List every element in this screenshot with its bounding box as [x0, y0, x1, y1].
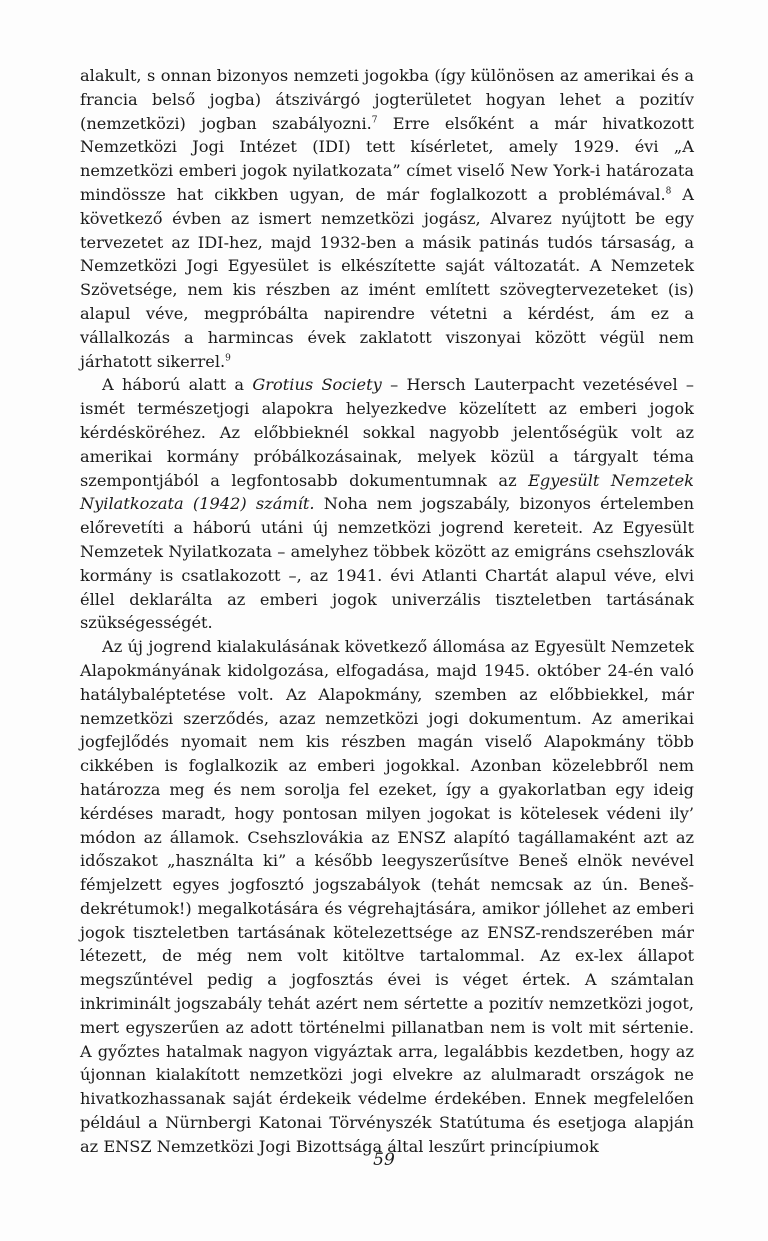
paragraph-3: Az új jogrend kialakulásának következő állomása az Egyesült Nemzetek Alapokmányának kidolgozása, elfogadása, majd 1945. október 24-én való hatálybaléptetése volt. Az Alapokmány, szemben az előbbiekkel, már nemzetközi szerződés, azaz nemzetközi jogi dokumentum. Az amerikai jogfejlődés nyomait nem kis részben magán viselő Alapokmány több cikkében is foglalkozik az emberi jogokkal. Azonban közelebbről nem határozza meg és nem sorolja fel ezeket, így a gyakorlatban egy ideig kérdéses maradt, hogy pontosan milyen jogokat is kötelesek védeni ily’ módon az államok. Csehszlovákia az ENSZ alapító tagállamaként azt az időszakot „használta ki” a később leegyszerűsítve Beneš elnök nevével fémjelzett egyes jogfosztó jogszabályok (tehát nemcsak az ún. Beneš-dekrétumok!) megalkotására és végrehajtására, amikor jóllehet az emberi jogok tiszteletben tartásának kötelezettsége az ENSZ-rendszerében már létezett, de még nem volt kitöltve tartalommal. Az ex-lex állapot megszűntével pedig a jogfosztás évei is véget értek. A számtalan inkriminált jogszabály tehát azért nem sértette a pozitív nemzetközi jogot, mert egyszerűen az adott történelmi pillanatban nem is volt mit sértenie. A győztes hatalmak nagyon vigyáztak arra, legalábbis kezdetben, hogy az újonnan kialakított nemzetközi jogi elvekre az alulmaradt országok ne hivatkozhassanak saját érdekeik védelme érdekében. Ennek megfelelően például a Nürnbergi Katonai Törvényszék Statútuma és esetjoga alapján az ENSZ Nemzetközi Jogi Bizottsága által leszűrt princípiumok: [80, 637, 694, 1156]
paragraph-2: A háború alatt a Grotius Society – Hersch Lauterpacht vezetésével – ismét természetjogi alapokra helyezkedve közelített az emberi jogok kérdésköréhez. Az előbbieknél sokkal nagyobb jelentőségük volt az amerikai kormány próbálkozásainak, melyek közül a tárgyalt téma szempontjából a legfontosabb dokumentumnak az Egyesült Nemzetek Nyilatkozata (1942) számít. Noha nem jogszabály, bizonyos értelemben előrevetíti a háború utáni új nemzetközi jogrend kereteit. Az Egyesült Nemzetek Nyilatkozata – amelyhez többek között az emigráns csehszlovák kormány is csatlakozott –, az 1941. évi Atlanti Chartát alapul véve, elvi éllel deklarálta az emberi jogok univerzális tiszteletben tartásának szükségességét.: [80, 375, 695, 633]
footnote-ref-7[interactable]: 7: [371, 115, 378, 126]
page-body: [80, 64, 694, 1159]
footnote-ref-8[interactable]: 8: [665, 186, 672, 197]
footnote-ref-9[interactable]: 9: [225, 353, 231, 364]
paragraph-1: alakult, s onnan bizonyos nemzeti jogokba (így különösen az amerikai és a francia belső jogba) átszivárgó jogterületet hogyan lehet a pozitív (nemzetközi) jogban szabályozni.$^7$ Erre elsőként a már hivatkozott Nemzetközi Jogi Intézet (IDI) tett kísérletet, amely 1929. évi „A nemzetközi emberi jogok nyilatkozata” címet viselő New York-i határozata mindössze hat cikkben ugyan, de már foglalkozott a problémával.$^8$ A következő évben az ismert nemzetközi jogász, Alvarez nyújtott be egy tervezetet az IDI-hez, majd 1932-ben a másik patinás tudós társaság, a Nemzetközi Jogi Egyesület is elkészítette saját változatát. A Nemzetek Szövetsége, nem kis részben az imént említett szövegtervezeteket (is) alapul véve, megpróbálta napirendre vétetni a kérdést, ám ez a vállalkozás a harmincas évek zaklatott viszonyai között végül nem járhatott sikerrel.$^9$: [80, 66, 694, 371]
grotius-society-italic: Grotius Society: [252, 375, 382, 395]
un-declaration-italic: Egyesült Nemzetek Nyilatkozata (1942) számít.: [80, 470, 694, 514]
page-number: 59: [373, 1150, 395, 1170]
